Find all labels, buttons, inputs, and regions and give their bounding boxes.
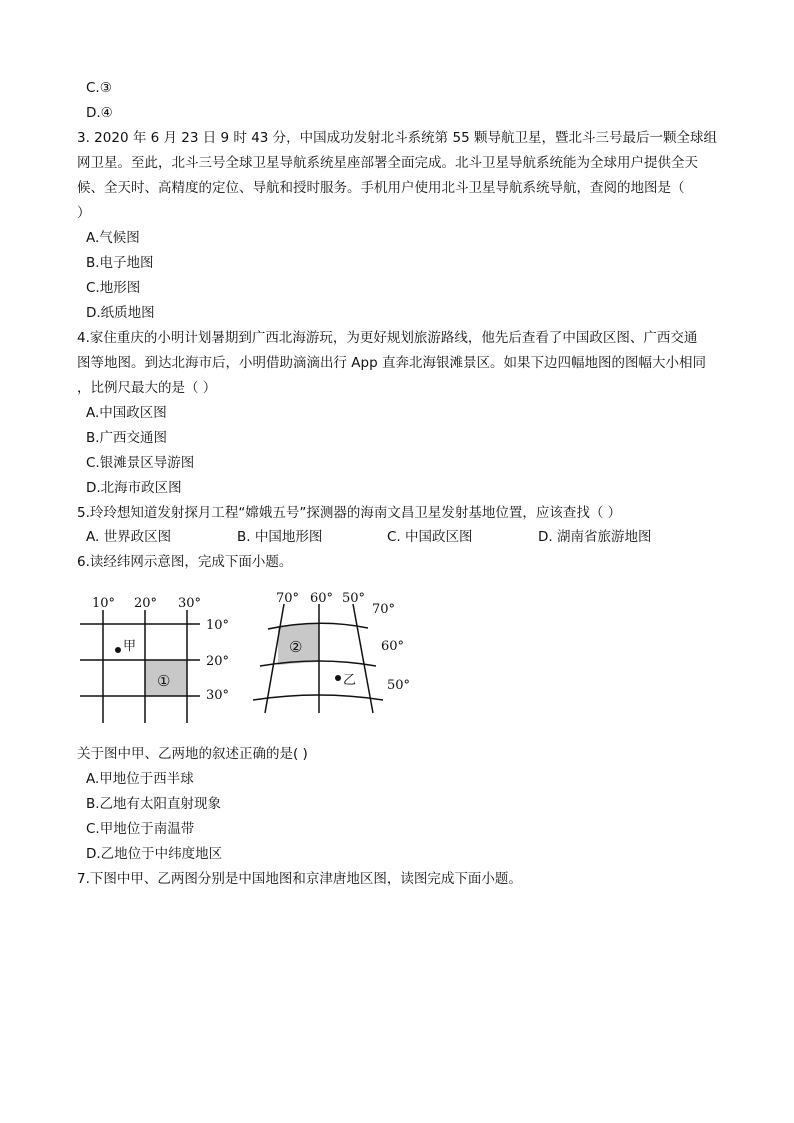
q5-option-a: A. 世界政区图	[86, 529, 172, 545]
right-label: 10°	[206, 618, 230, 633]
q3-option-d: D.纸质地图	[86, 305, 155, 321]
latitude-longitude-grid-figure	[0, 580, 430, 725]
q3-stem-line: 3. 2020 年 6 月 23 日 9 时 43 分，中国成功发射北斗系统第 55 颗导航卫星，暨北斗三号最后一颗全球组	[77, 130, 717, 146]
point-jia	[115, 647, 121, 653]
right-label: 60°	[381, 639, 405, 654]
cell-label: ②	[289, 638, 303, 656]
q5-options	[86, 527, 726, 547]
grid-right	[253, 591, 410, 713]
q6-stem: 6.读经纬网示意图，完成下面小题。	[77, 554, 293, 570]
q3-stem	[77, 126, 717, 226]
right-label: 20°	[206, 654, 230, 669]
q4-option-a: A.中国政区图	[86, 405, 167, 421]
q6-question: 关于图中甲、乙两地的叙述正确的是( )	[77, 746, 308, 762]
q4-stem-line: ，比例尺最大的是（ ）	[77, 380, 217, 396]
q6-option-a: A.甲地位于西半球	[86, 771, 194, 787]
point-label: 甲	[123, 639, 137, 654]
top-label: 20°	[134, 596, 158, 611]
q7-stem: 7.下图中甲、乙两图分别是中国地图和京津唐地区图，读图完成下面小题。	[77, 871, 522, 887]
q3-stem-line: 候、全天时、高精度的定位、导航和授时服务。手机用户使用北斗卫星导航系统导航，查阅的地图是（	[77, 180, 685, 196]
right-label: 50°	[387, 678, 411, 693]
q3-stem-line: ）	[77, 205, 91, 221]
q4-option-d: D.北海市政区图	[86, 480, 182, 496]
grid-left	[80, 596, 229, 723]
cell-label: ①	[157, 672, 171, 690]
top-label: 50°	[342, 591, 366, 606]
q4-stem-line: 图等地图。到达北海市后，小明借助滴滴出行 App 直奔北海银滩景区。如果下边四幅地图的图幅大小相同	[77, 355, 706, 371]
q3-option-c: C.地形图	[86, 280, 141, 296]
q4-stem	[77, 326, 717, 401]
top-label: 30°	[178, 596, 202, 611]
q5-option-b: B. 中国地形图	[237, 529, 323, 545]
q6-option-c: C.甲地位于南温带	[86, 821, 195, 837]
point-yi	[335, 675, 341, 681]
q6-option-d: D.乙地位于中纬度地区	[86, 846, 223, 862]
q2-option-c: C.③	[86, 80, 112, 96]
top-label: 70°	[276, 591, 300, 606]
q5-option-c: C. 中国政区图	[387, 529, 473, 545]
q3-stem-line: 网卫星。至此，北斗三号全球卫星导航系统星座部署全面完成。北斗卫星导航系统能为全球用户提供全天	[77, 155, 698, 171]
q5-stem: 5.玲玲想知道发射探月工程“嫦娥五号”探测器的海南文昌卫星发射基地位置，应该查找（ ）	[77, 505, 622, 521]
point-label: 乙	[343, 673, 357, 688]
q4-stem-line: 4.家住重庆的小明计划暑期到广西北海游玩，为更好规划旅游路线，他先后查看了中国政区图、广西交通	[77, 330, 698, 346]
top-label: 10°	[92, 596, 116, 611]
right-label: 30°	[206, 688, 230, 703]
q5-option-d: D. 湖南省旅游地图	[538, 529, 652, 545]
q4-option-c: C.银滩景区导游图	[86, 455, 195, 471]
q6-option-b: B.乙地有太阳直射现象	[86, 796, 222, 812]
q3-option-b: B.电子地图	[86, 255, 154, 271]
q3-option-a: A.气候图	[86, 230, 140, 246]
q2-option-d: D.④	[86, 105, 113, 121]
q4-option-b: B.广西交通图	[86, 430, 168, 446]
top-label: 60°	[310, 591, 334, 606]
right-label: 70°	[372, 602, 396, 617]
